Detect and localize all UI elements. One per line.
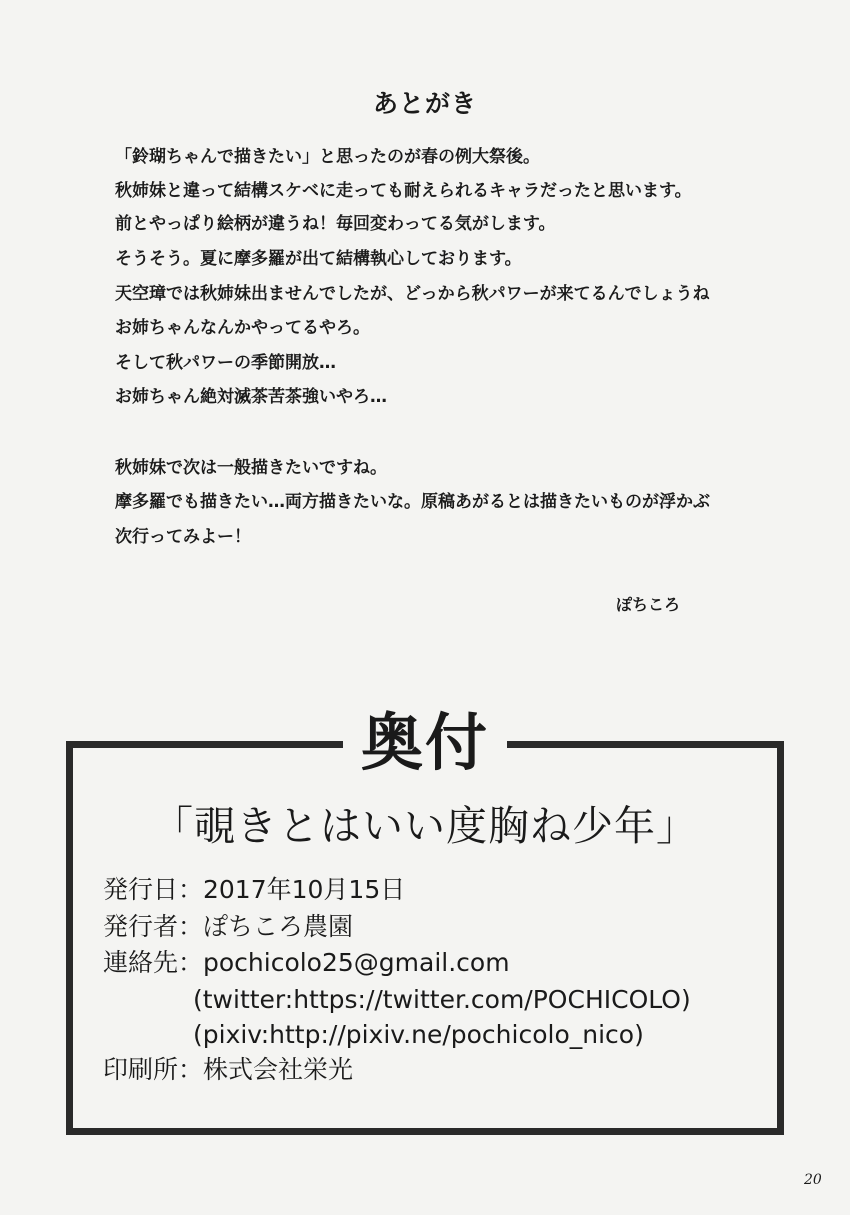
afterword-line: お姉ちゃん絶対滅茶苦茶強いやろ… bbox=[115, 387, 387, 407]
printer: 印刷所：株式会社栄光 bbox=[103, 1055, 354, 1084]
contact-email: 連絡先：pochicolo25@gmail.com bbox=[103, 948, 510, 977]
afterword-line: 秋姉妹と違って結構スケベに走っても耐えられるキャラだったと思います。 bbox=[115, 181, 692, 201]
afterword-line: そして秋パワーの季節開放… bbox=[115, 353, 336, 373]
page-number: 20 bbox=[804, 1172, 822, 1188]
afterword-line: 「鈴瑚ちゃんで描きたい」と思ったのが春の例大祭後。 bbox=[115, 147, 540, 167]
colophon-title: 奥付 bbox=[343, 700, 507, 786]
afterword-line: そうそう。夏に摩多羅が出て結構執心しております。 bbox=[115, 249, 522, 269]
author-signature: ぽちころ bbox=[616, 595, 681, 614]
pixiv-link: (pixiv:http://pixiv.ne/pochicolo_nico) bbox=[193, 1020, 644, 1049]
afterword-line: 前とやっぱり絵柄が違うね！毎回変わってる気がします。 bbox=[115, 214, 556, 234]
afterword-line: 次行ってみよー！ bbox=[115, 527, 251, 547]
afterword-line: お姉ちゃんなんかやってるやろ。 bbox=[115, 318, 370, 338]
publisher: 発行者：ぽちころ農園 bbox=[103, 912, 354, 941]
issue-date: 発行日：2017年10月15日 bbox=[103, 875, 406, 904]
twitter-link: (twitter:https://twitter.com/POCHICOLO) bbox=[193, 985, 691, 1014]
afterword-line: 摩多羅でも描きたい…両方描きたいな。原稿あがるとは描きたいものが浮かぶ bbox=[115, 492, 710, 512]
afterword-line: 秋姉妹で次は一般描きたいですね。 bbox=[115, 458, 387, 478]
afterword-title: あとがき bbox=[372, 89, 477, 118]
colophon-header bbox=[0, 700, 850, 786]
book-title: 「覗きとはいい度胸ね少年」 bbox=[152, 802, 698, 850]
afterword-line: 天空璋では秋姉妹出ませんでしたが、どっから秋パワーが来てるんでしょうね bbox=[115, 284, 710, 304]
